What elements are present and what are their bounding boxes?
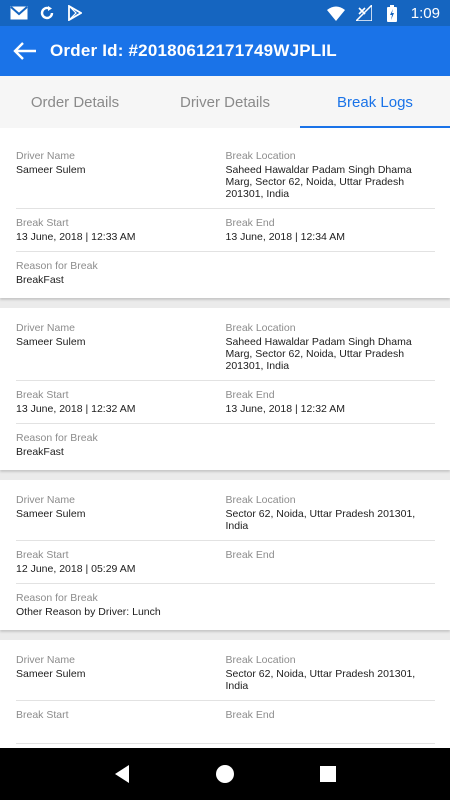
driver-name-value: Sameer Sulem — [16, 336, 86, 348]
break-end-value — [226, 723, 436, 735]
driver-name-label: Driver Name — [16, 322, 75, 334]
break-location-label: Break Location — [225, 150, 296, 162]
break-start-field — [16, 549, 226, 575]
status-bar — [0, 0, 450, 26]
driver-name-field — [16, 150, 226, 200]
card-row — [16, 654, 435, 701]
break-location-label: Break Location — [225, 322, 296, 334]
break-log-card — [0, 640, 450, 748]
sync-icon — [38, 5, 56, 21]
recents-square-icon — [319, 765, 337, 783]
break-end-field — [226, 389, 436, 415]
gmail-icon — [10, 5, 28, 21]
reason-value: BreakFast — [16, 446, 64, 458]
break-end-label: Break End — [225, 217, 275, 229]
break-log-list[interactable] — [0, 128, 450, 748]
break-location-label: Break Location — [225, 494, 296, 506]
wifi-icon — [327, 5, 345, 21]
signal-icon — [355, 5, 373, 21]
driver-name-value: Sameer Sulem — [16, 508, 86, 520]
break-start-label: Break Start — [16, 217, 69, 229]
driver-name-field — [16, 654, 226, 692]
break-start-label: Break Start — [16, 389, 69, 401]
break-end-field — [226, 217, 436, 243]
break-start-value: 13 June, 2018 | 12:33 AM — [16, 231, 136, 243]
card-row — [16, 709, 435, 744]
tab-bar — [0, 76, 450, 128]
break-location-field — [226, 494, 436, 532]
app-bar — [0, 26, 450, 76]
break-start-field — [16, 217, 226, 243]
reason-field — [16, 592, 435, 618]
tab-order-details[interactable]: Order Details — [30, 93, 120, 111]
play-store-icon — [66, 5, 84, 21]
card-row — [16, 389, 435, 424]
break-location-value: Sector 62, Noida, Uttar Pradesh 201301, India — [225, 668, 416, 692]
driver-name-field — [16, 322, 226, 372]
break-start-value: 12 June, 2018 | 05:29 AM — [16, 563, 136, 575]
break-start-value: 13 June, 2018 | 12:32 AM — [16, 403, 136, 415]
break-end-value — [226, 563, 436, 575]
driver-name-label: Driver Name — [16, 494, 75, 506]
battery-icon — [383, 5, 401, 21]
card-row — [16, 322, 435, 381]
status-right — [327, 5, 440, 22]
break-location-label: Break Location — [225, 654, 296, 666]
break-end-field — [226, 549, 436, 575]
break-start-label: Break Start — [16, 549, 69, 561]
driver-name-value: Sameer Sulem — [16, 668, 86, 680]
card-row — [16, 549, 435, 584]
nav-back-button[interactable] — [107, 759, 137, 789]
reason-label: Reason for Break — [16, 432, 98, 444]
card-row — [16, 432, 435, 458]
card-row — [16, 592, 435, 618]
home-circle-icon — [215, 764, 235, 784]
break-start-field — [16, 389, 226, 415]
card-row — [16, 494, 435, 541]
nav-recents-button[interactable] — [313, 759, 343, 789]
break-end-value: 13 June, 2018 | 12:34 AM — [225, 231, 345, 243]
driver-name-field — [16, 494, 226, 532]
arrow-left-icon — [13, 41, 37, 61]
status-time: 1:09 — [410, 4, 440, 22]
break-start-field — [16, 709, 226, 735]
back-button[interactable] — [12, 38, 38, 64]
page-title: Order Id: #20180612171749WJPLIL — [50, 41, 337, 60]
status-left-icons — [10, 5, 84, 21]
system-nav-bar — [0, 748, 450, 800]
card-row — [16, 217, 435, 252]
break-end-value: 13 June, 2018 | 12:32 AM — [225, 403, 345, 415]
reason-value: BreakFast — [16, 274, 64, 286]
card-row — [16, 150, 435, 209]
reason-value: Other Reason by Driver: Lunch — [16, 606, 161, 618]
reason-field — [16, 260, 435, 286]
reason-field — [16, 432, 435, 458]
reason-label: Reason for Break — [16, 592, 98, 604]
tab-driver-details[interactable]: Driver Details — [179, 93, 270, 111]
reason-label: Reason for Break — [16, 260, 98, 272]
break-end-label: Break End — [225, 549, 275, 561]
driver-name-label: Driver Name — [16, 654, 75, 666]
tab-break-logs[interactable]: Break Logs — [300, 76, 450, 128]
break-location-field — [226, 654, 436, 692]
break-location-value: Saheed Hawaldar Padam Singh Dhama Marg, Sector 62, Noida, Uttar Pradesh 201301, India — [225, 164, 412, 200]
nav-home-button[interactable] — [210, 759, 240, 789]
break-location-value: Sector 62, Noida, Uttar Pradesh 201301, India — [225, 508, 416, 532]
break-location-value: Saheed Hawaldar Padam Singh Dhama Marg, Sector 62, Noida, Uttar Pradesh 201301, India — [225, 336, 412, 372]
break-location-field — [226, 322, 436, 372]
break-location-field — [226, 150, 436, 200]
break-end-label: Break End — [225, 709, 275, 721]
back-triangle-icon — [113, 764, 131, 784]
driver-name-value: Sameer Sulem — [16, 164, 86, 176]
break-log-card — [0, 128, 450, 298]
break-start-value — [16, 723, 216, 735]
break-end-label: Break End — [225, 389, 275, 401]
break-log-card — [0, 308, 450, 470]
break-start-label: Break Start — [16, 709, 69, 721]
break-end-field — [226, 709, 436, 735]
card-row — [16, 260, 435, 286]
break-log-card — [0, 480, 450, 630]
driver-name-label: Driver Name — [16, 150, 75, 162]
